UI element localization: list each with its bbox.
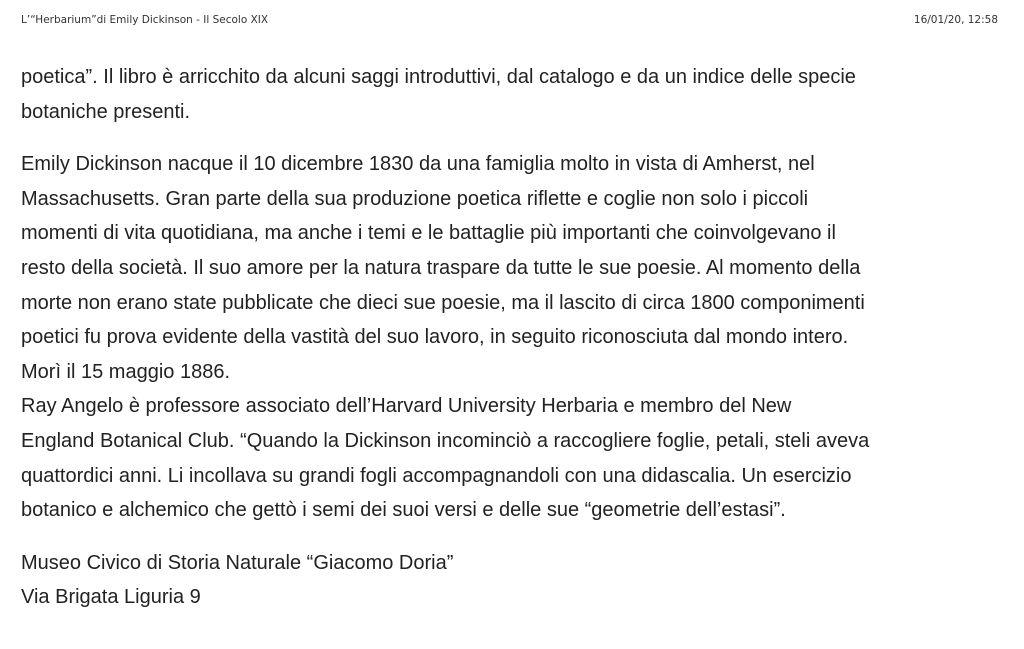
text-line: resto della società. Il suo amore per la natura traspare da tutte le sue poesie. Al momento della — [21, 256, 861, 279]
print-timestamp: 16/01/20, 12:58 — [913, 14, 998, 26]
text-line: Emily Dickinson nacque il 10 dicembre 1830 da una famiglia molto in vista di Amherst, nel — [21, 153, 815, 176]
paragraph-ray-angelo — [21, 389, 1011, 527]
text-line: Ray Angelo è professore associato dell’Harvard University Herbaria e membro del New — [21, 395, 792, 418]
article-body — [21, 60, 1011, 615]
text-line: England Botanical Club. “Quando la Dickinson incominciò a raccogliere foglie, petali, steli aveva — [21, 429, 870, 452]
street-address: Via Brigata Liguria 9 — [21, 586, 201, 609]
text-line: morte non erano state pubblicate che dieci sue poesie, ma il lascito di circa 1800 componimenti — [21, 291, 865, 314]
museum-address — [21, 546, 1011, 615]
text-line: quattordici anni. Li incollava su grandi fogli accompagnandoli con una didascalia. Un esercizio — [21, 464, 852, 487]
text-line: momenti di vita quotidiana, ma anche i temi e le battaglie più importanti che coinvolgevano il — [21, 222, 836, 245]
text-line: Massachusetts. Gran parte della sua produzione poetica riflette e coglie non solo i piccoli — [21, 187, 809, 210]
museum-name: Museo Civico di Storia Naturale “Giacomo Doria” — [21, 551, 454, 574]
text-line: botaniche presenti. — [21, 100, 191, 123]
paragraph-biography — [21, 147, 1011, 389]
page-title: L’“Herbarium”di Emily Dickinson - Il Secolo XIX — [21, 14, 269, 26]
text-line: poetici fu prova evidente della vastità del suo lavoro, in seguito riconosciuta dal mondo intero. — [21, 326, 849, 349]
text-line: poetica”. Il libro è arricchito da alcuni saggi introduttivi, dal catalogo e da un indice delle specie — [21, 66, 856, 88]
text-line: Morì il 15 maggio 1886. — [21, 360, 231, 383]
text-line: botanico e alchemico che gettò i semi dei suoi versi e delle sue “geometrie dell’estasi”. — [21, 499, 786, 522]
print-header — [21, 14, 998, 28]
paragraph-book-description — [21, 60, 1011, 129]
